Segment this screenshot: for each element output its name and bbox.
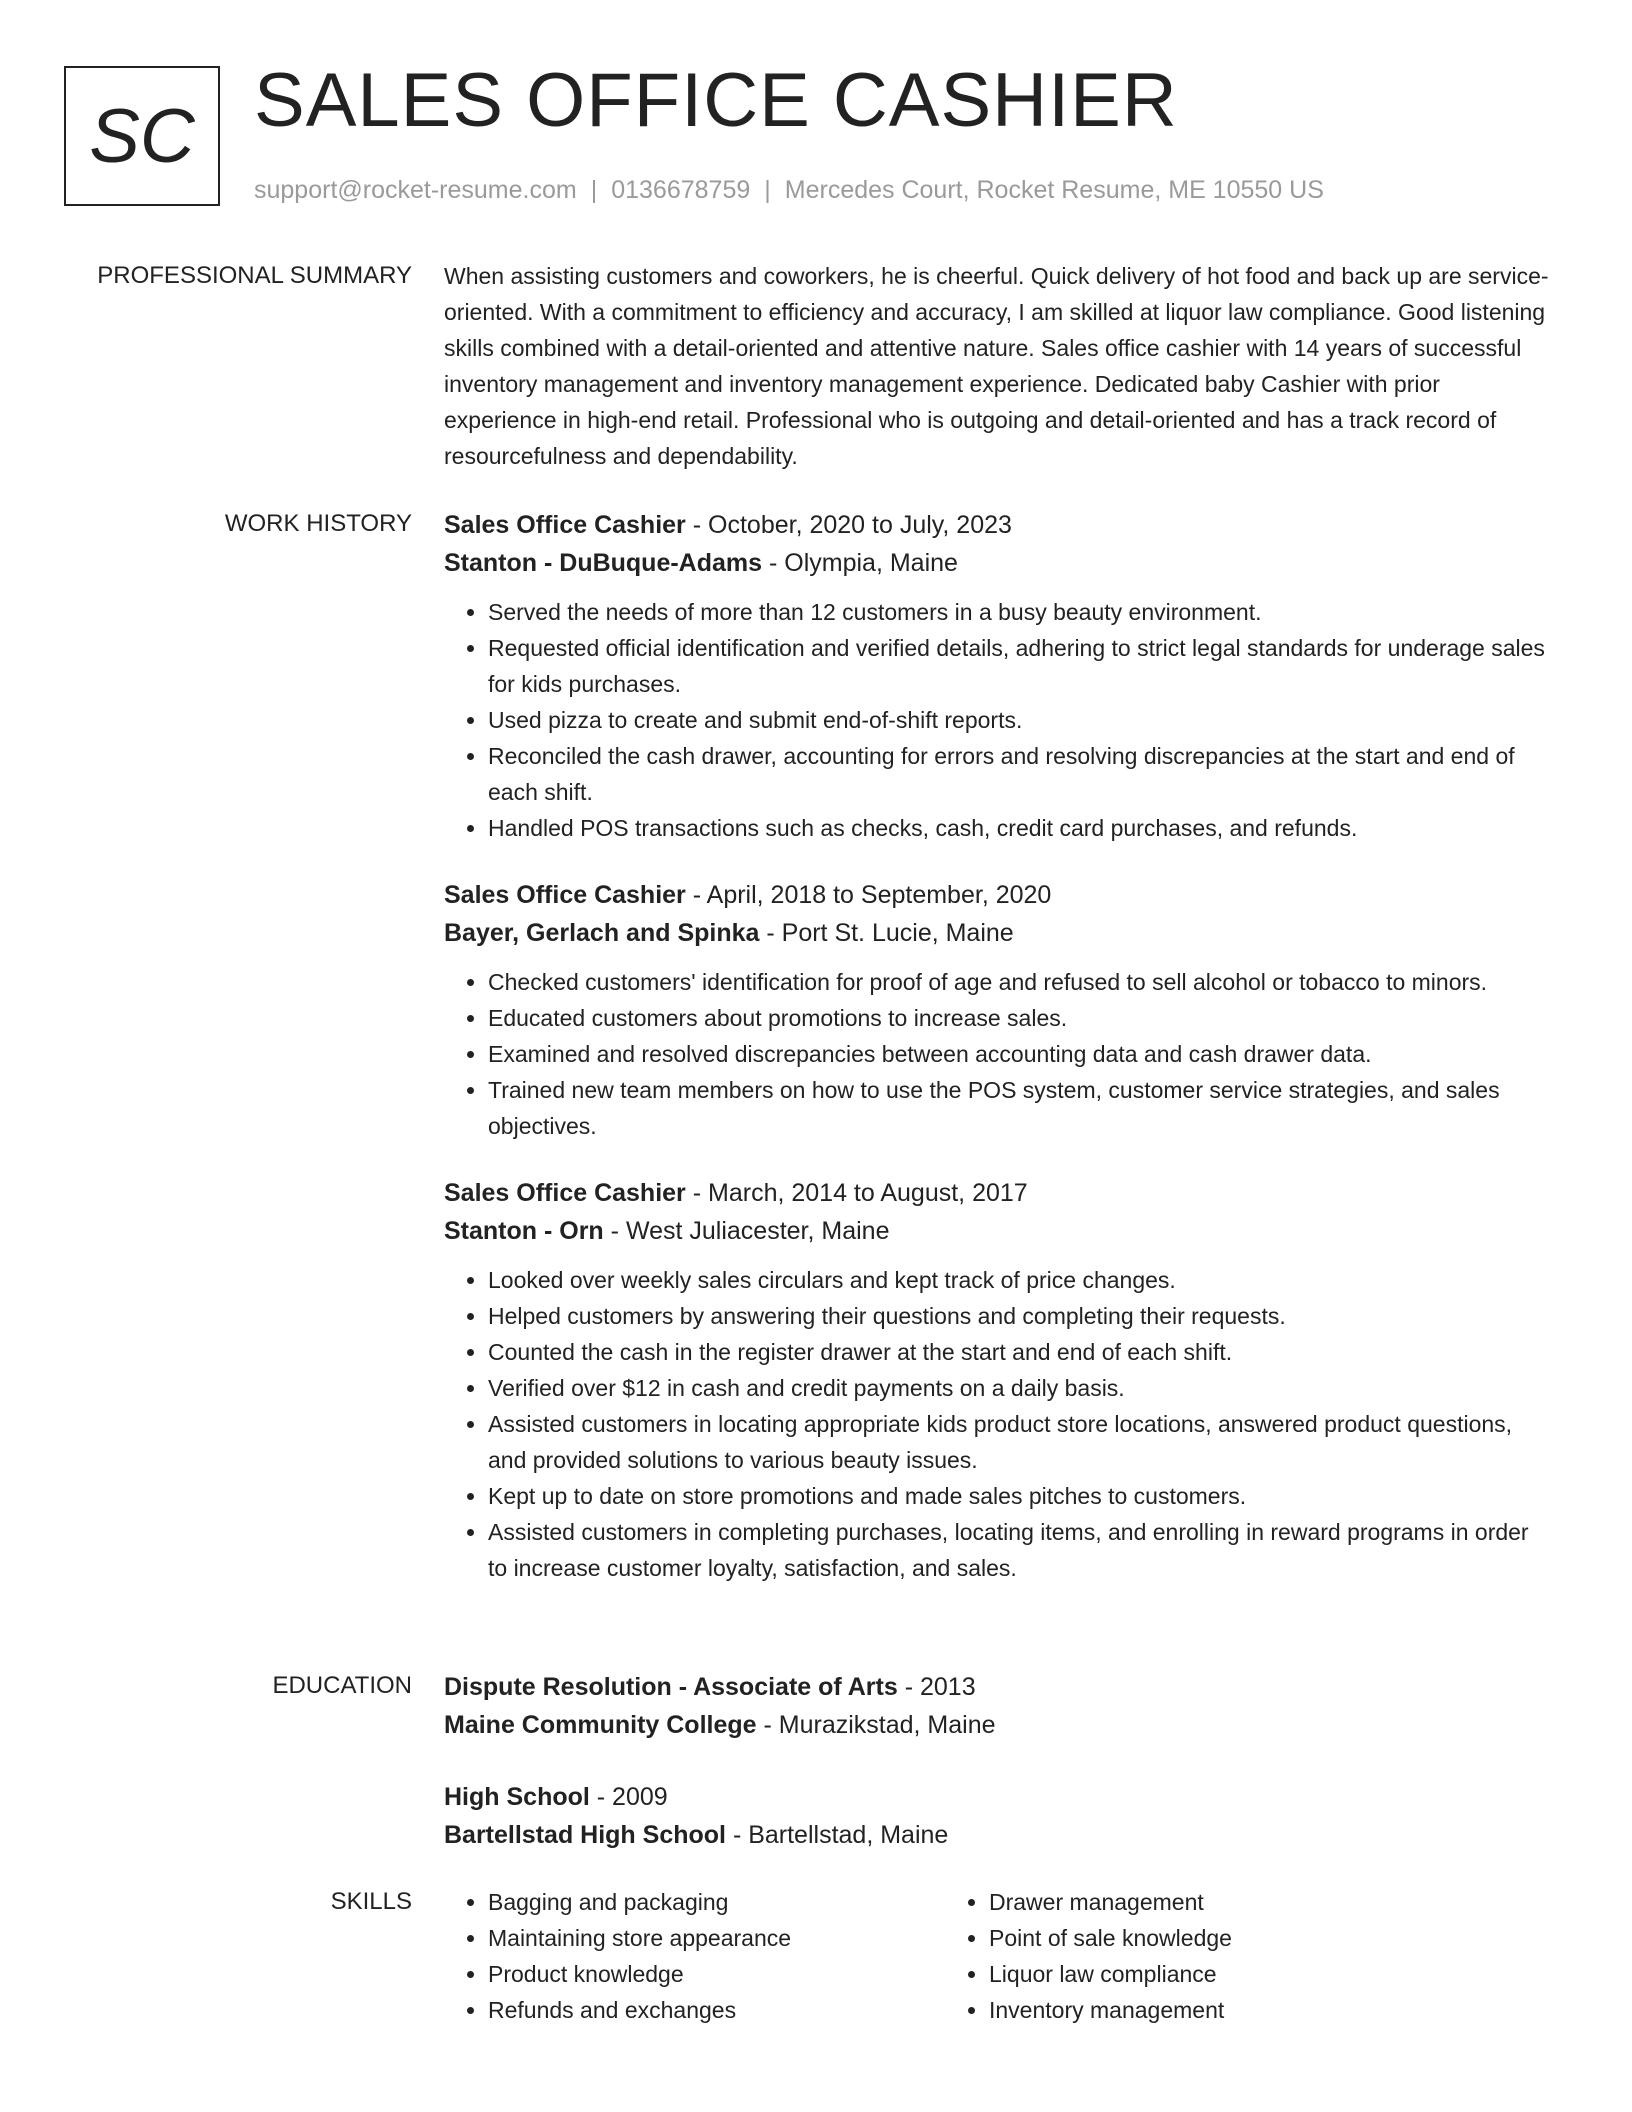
education-degree-line — [444, 1668, 1554, 1706]
skill-item: • Drawer management — [989, 1884, 1446, 1920]
contact-email: support@rocket-resume.com — [254, 176, 577, 204]
list-item: • Reconciled the cash drawer, accounting for errors and resolving discrepancies at the start and end of each shift. — [488, 738, 1554, 810]
skill-item: • Point of sale knowledge — [989, 1920, 1446, 1956]
work-history-section — [444, 506, 1554, 1616]
list-item: • Educated customers about promotions to increase sales. — [488, 1000, 1554, 1036]
job-bullets — [444, 594, 1554, 846]
list-item: • Assisted customers in completing purchases, locating items, and enrolling in reward programs in order to increase customer loyalty, satisfaction, and sales. — [488, 1514, 1554, 1586]
education-section — [444, 1668, 1554, 1888]
job-dates: - April, 2018 to September, 2020 — [692, 881, 1052, 909]
job-title-line — [444, 506, 1554, 544]
list-item: • Verified over $12 in cash and credit payments on a daily basis. — [488, 1370, 1554, 1406]
job-title: Sales Office Cashier — [444, 881, 686, 909]
list-item: • Handled POS transactions such as checks, cash, credit card purchases, and refunds. — [488, 810, 1554, 846]
job-entry — [444, 876, 1554, 1144]
job-company-line — [444, 544, 1554, 582]
contact-separator: | — [590, 176, 598, 204]
monogram: SC — [64, 66, 220, 206]
job-entry — [444, 1174, 1554, 1586]
job-title: Sales Office Cashier — [444, 511, 686, 539]
job-dates: - March, 2014 to August, 2017 — [692, 1179, 1028, 1207]
job-title-line — [444, 876, 1554, 914]
skills-list-left — [444, 1884, 945, 2028]
contact-line — [254, 172, 1324, 208]
contact-separator: | — [764, 176, 771, 204]
education-entry — [444, 1668, 1554, 1744]
job-location: - Olympia, Maine — [769, 549, 958, 577]
list-item: • Trained new team members on how to use the POS system, customer service strategies, and sales objectives. — [488, 1072, 1554, 1144]
list-item: • Used pizza to create and submit end-of-shift reports. — [488, 702, 1554, 738]
job-title: Sales Office Cashier — [444, 1179, 686, 1207]
job-company-line — [444, 1212, 1554, 1250]
job-location: - West Juliacester, Maine — [610, 1217, 890, 1245]
job-company: Stanton - Orn — [444, 1217, 604, 1245]
skill-item: • Liquor law compliance — [989, 1956, 1446, 1992]
job-dates: - October, 2020 to July, 2023 — [692, 511, 1012, 539]
page-title: SALES OFFICE CASHIER — [254, 58, 1178, 143]
education-school-line — [444, 1706, 1554, 1744]
education-year: - 2013 — [904, 1673, 976, 1701]
list-item: • Helped customers by answering their questions and completing their requests. — [488, 1298, 1554, 1334]
job-bullets — [444, 964, 1554, 1144]
contact-address: Mercedes Court, Rocket Resume, ME 10550 US — [784, 176, 1324, 204]
job-location: - Port St. Lucie, Maine — [766, 919, 1014, 947]
summary-text: When assisting customers and coworkers, he is cheerful. Quick delivery of hot food and back up are service-oriented. With a commitment to efficiency and accuracy, I am skilled at liquor law compliance. Good listening skills combined with a detail-oriented and attentive nature. Sales office cashier with 14 years of successful inventory management and inventory management experience. Dedicated baby Cashier with prior experience in high-end retail. Professional who is outgoing and detail-oriented and has a track record of resourcefulness and dependability. — [444, 263, 1549, 469]
list-item: • Requested official identification and verified details, adhering to strict legal standards for underage sales for kids purchases. — [488, 630, 1554, 702]
education-degree: Dispute Resolution - Associate of Arts — [444, 1673, 898, 1701]
list-item: • Examined and resolved discrepancies between accounting data and cash drawer data. — [488, 1036, 1554, 1072]
section-label-work-history: WORK HISTORY — [224, 510, 412, 537]
education-school-line — [444, 1816, 1554, 1854]
summary-section — [444, 258, 1554, 474]
job-company-line — [444, 914, 1554, 952]
section-label-education: EDUCATION — [272, 1672, 412, 1699]
education-location: - Bartellstad, Maine — [732, 1821, 949, 1849]
job-company: Stanton - DuBuque-Adams — [444, 549, 763, 577]
list-item: • Looked over weekly sales circulars and kept track of price changes. — [488, 1262, 1554, 1298]
skills-section — [444, 1884, 1554, 2028]
skill-item: • Inventory management — [989, 1992, 1446, 2028]
education-school: Maine Community College — [444, 1711, 757, 1739]
skill-item: • Bagging and packaging — [488, 1884, 945, 1920]
skills-list-right — [945, 1884, 1446, 2028]
job-company: Bayer, Gerlach and Spinka — [444, 919, 760, 947]
list-item: • Kept up to date on store promotions and made sales pitches to customers. — [488, 1478, 1554, 1514]
education-degree: High School — [444, 1783, 590, 1811]
skill-item: • Product knowledge — [488, 1956, 945, 1992]
list-item: • Served the needs of more than 12 customers in a busy beauty environment. — [488, 594, 1554, 630]
education-location: - Murazikstad, Maine — [763, 1711, 996, 1739]
job-bullets — [444, 1262, 1554, 1586]
contact-phone: 0136678759 — [611, 176, 751, 204]
education-entry — [444, 1778, 1554, 1854]
education-year: - 2009 — [596, 1783, 668, 1811]
section-label-skills: SKILLS — [330, 1888, 412, 1915]
job-entry — [444, 506, 1554, 846]
list-item: • Checked customers' identification for proof of age and refused to sell alcohol or tobacco to minors. — [488, 964, 1554, 1000]
section-label-summary: PROFESSIONAL SUMMARY — [97, 262, 412, 289]
list-item: • Assisted customers in locating appropriate kids product store locations, answered product questions, and provided solutions to various beauty issues. — [488, 1406, 1554, 1478]
education-school: Bartellstad High School — [444, 1821, 726, 1849]
skill-item: • Maintaining store appearance — [488, 1920, 945, 1956]
skill-item: • Refunds and exchanges — [488, 1992, 945, 2028]
education-degree-line — [444, 1778, 1554, 1816]
job-title-line — [444, 1174, 1554, 1212]
list-item: • Counted the cash in the register drawer at the start and end of each shift. — [488, 1334, 1554, 1370]
